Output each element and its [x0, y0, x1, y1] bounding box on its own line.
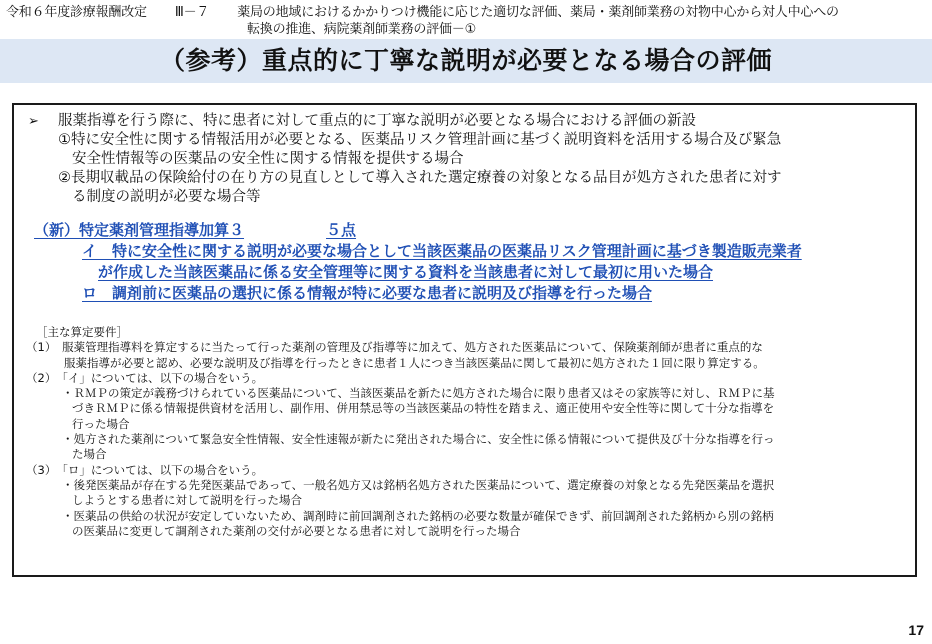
req-1-line1: （1） 服薬管理指導料を算定するに当たって行った薬剤の管理及び指導等に加えて、処方された医薬品について、保険薬剤師が患者に重点的な	[26, 340, 763, 355]
req-1-line2: 服薬指導が必要と認め、必要な説明及び指導を行ったときに患者１人につき当該医薬品に関して最初に処方された１回に限り算定する。	[64, 355, 765, 370]
header-row-2	[6, 21, 926, 38]
requirements-section	[14, 325, 914, 539]
req-3-bullet2-line1: ・医薬品の供給の状況が安定していないため、調剤時に前回調剤された銘柄の必要な数量が確保できず、前回調剤された銘柄から別の銘柄	[62, 508, 774, 523]
addon-ro-line: ロ 調剤前に医薬品の選択に係る情報が特に必要な患者に説明及び指導を行った場合	[82, 284, 653, 302]
page-title: （参考）重点的に丁寧な説明が必要となる場合の評価	[159, 46, 772, 75]
slide-header	[6, 4, 926, 38]
content-box	[12, 103, 917, 577]
req-2-bullet2-line1: ・処方された薬剤について緊急安全性情報、安全性速報が新たに発出された場合に、安全性に係る情報について提供及び十分な指導を行っ	[62, 432, 775, 447]
intro-item1-line1: ①特に安全性に関する情報活用が必要となる、医薬品リスク管理計画に基づく説明資料を活用する場合及び緊急	[58, 132, 782, 148]
req-2-bullet1-line2: づきＲＭＰに係る情報提供資材を活用し、副作用、併用禁忌等の当該医薬品の特性を踏まえ、適正使用や安全性等に関して十分な指導を	[72, 401, 775, 416]
intro-item2-line1: ②長期収載品の保険給付の在り方の見直しとして導入された選定療養の対象となる品目が処方された患者に対す	[58, 170, 782, 186]
intro-item1-line2: 安全性情報等の医薬品の安全性に関する情報を提供する場合	[72, 151, 464, 167]
arrow-bullet-icon: ➢	[28, 114, 39, 129]
intro-section	[14, 112, 914, 207]
addon-i-line1-row	[34, 241, 914, 262]
section-number: Ⅲ－７	[174, 5, 210, 20]
req-2-bullet1-line1: ・ＲＭＰの策定が義務づけられている医薬品について、当該医薬品を新たに処方された場合に限り患者又はその家族等に対し、ＲＭＰに基	[62, 386, 775, 401]
req-3-line1: （3） 「ロ」については、以下の場合をいう。	[26, 462, 264, 477]
title-band	[0, 39, 932, 83]
addon-ro-row	[34, 283, 914, 304]
addon-section	[34, 220, 914, 304]
addon-name: （新）特定薬剤管理指導加算３	[34, 221, 245, 239]
req-2-line1: （2） 「イ」については、以下の場合をいう。	[26, 370, 264, 385]
addon-title-row	[34, 220, 914, 241]
addon-points: ５点	[326, 221, 357, 239]
req-3-bullet1-line1: ・後発医薬品が存在する先発医薬品であって、一般名処方又は銘柄名処方された医薬品について、選定療養の対象となる先発医薬品を選択	[62, 477, 775, 492]
intro-lead: 服薬指導を行う際に、特に患者に対して重点的に丁寧な説明が必要となる場合における評価の新設	[58, 113, 696, 129]
intro-lead-row	[14, 112, 914, 131]
req-3-bullet1-line2: しようとする患者に対して説明を行った場合	[72, 493, 302, 508]
req-2-bullet1-line3: 行った場合	[72, 416, 130, 431]
intro-item2-line2: る制度の説明が必要な場合等	[72, 189, 261, 205]
page-number: 17	[908, 622, 924, 638]
section-topic-line1: 薬局の地域におけるかかりつけ機能に応じた適切な評価、薬局・薬剤師業務の対物中心から対人中心への	[237, 5, 839, 20]
addon-i-line2-row	[34, 262, 914, 283]
req-3-bullet2-line2: の医薬品に変更して調剤された薬剤の交付が必要となる患者に対して説明を行った場合	[72, 523, 521, 538]
addon-i-line1: イ 特に安全性に関する説明が必要な場合として当該医薬品の医薬品リスク管理計画に基づき製造販売業者	[82, 242, 802, 260]
addon-i-line2: が作成した当該医薬品に係る安全管理等に関する資料を当該患者に対して最初に用いた場合	[98, 263, 714, 281]
section-topic-line2: 転換の推進、病院薬剤師業務の評価－①	[247, 22, 477, 37]
requirements-heading: ［主な算定要件］	[36, 325, 128, 339]
revision-label: 令和６年度診療報酬改定	[6, 5, 147, 20]
header-row-1	[6, 4, 926, 21]
req-2-bullet2-line2: た場合	[72, 447, 107, 462]
